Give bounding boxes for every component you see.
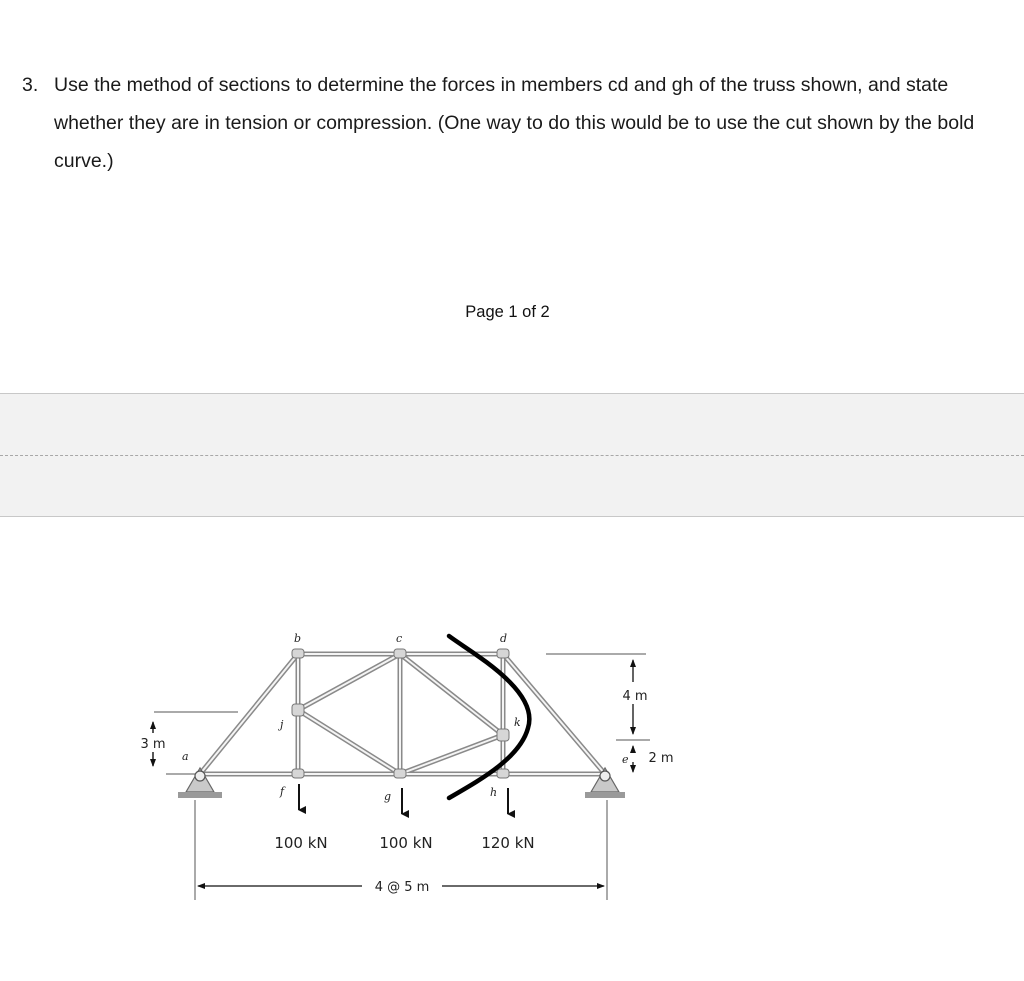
truss-diagram (0, 600, 1024, 920)
question-block (22, 66, 1012, 180)
truss-figure (0, 600, 1024, 920)
joint-k (497, 729, 509, 741)
joint-h (497, 769, 509, 778)
joint-f (292, 769, 304, 778)
load-labels (274, 834, 534, 852)
node-label-c: c (396, 632, 403, 645)
node-label-f: f (280, 785, 285, 798)
dim-label-span: 4 @ 5 m (374, 880, 430, 895)
page-break-dashed-line (0, 455, 1024, 456)
page-break-separator (0, 393, 1024, 517)
load-label-h: 120 kN (481, 834, 535, 852)
joint-g (394, 769, 406, 778)
joint-b (292, 649, 304, 658)
load-label-f: 100 kN (274, 834, 328, 852)
joint-j (292, 704, 304, 716)
question-number: 3. (22, 74, 39, 96)
dim-label-right-bottom: 2 m (648, 751, 674, 766)
node-label-j: j (280, 718, 284, 731)
node-label-e: e (622, 753, 629, 766)
node-label-a: a (182, 750, 189, 763)
load-label-g: 100 kN (379, 834, 433, 852)
node-label-d: d (500, 632, 508, 645)
truss-members (200, 654, 605, 774)
node-label-k: k (514, 716, 521, 729)
dim-label-left-height: 3 m (140, 737, 166, 752)
joint-d (497, 649, 509, 658)
node-label-b: b (294, 632, 302, 645)
dim-label-right-top: 4 m (622, 689, 648, 704)
joint-c (394, 649, 406, 658)
node-label-h: h (490, 786, 498, 799)
question-text: Use the method of sections to determine the forces in members cd and gh of the truss shown, and state whether they are in tension or compression. (One way to do this would be to use the cut shown by the bold curve.) (54, 74, 975, 172)
node-label-g: g (384, 790, 392, 803)
dimension-right-heights (546, 654, 674, 772)
load-arrows (299, 784, 508, 814)
page-indicator: Page 1 of 2 (465, 303, 550, 321)
